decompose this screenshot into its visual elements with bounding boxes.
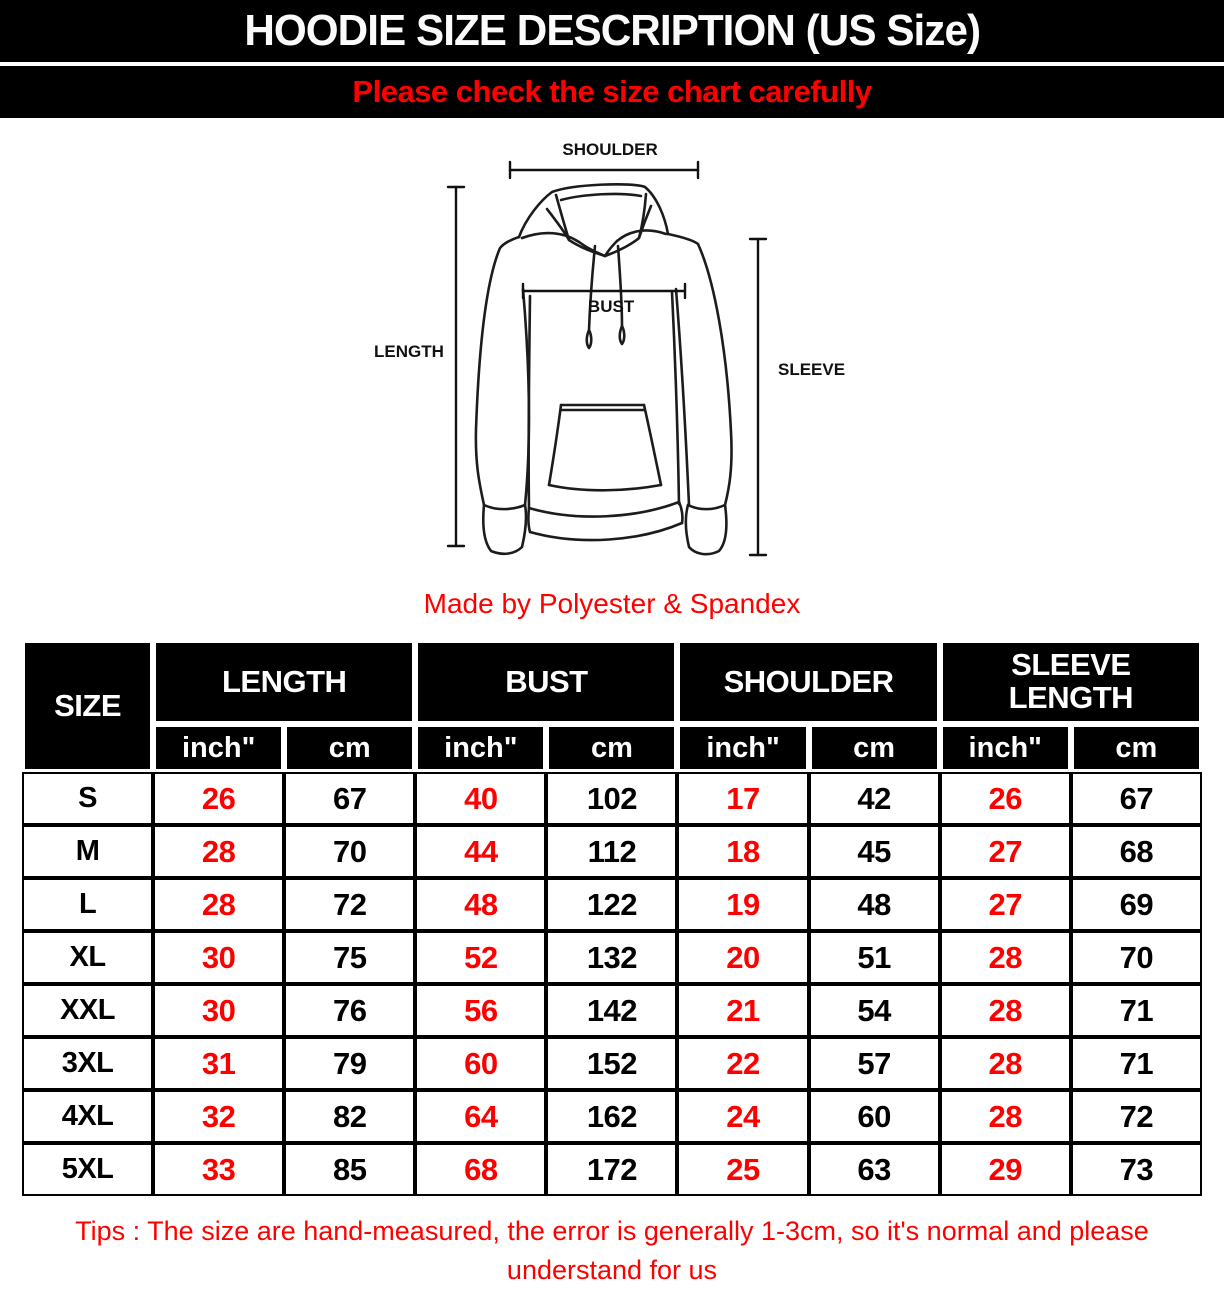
bust-inch-cell: 56: [415, 984, 546, 1037]
sleeve-inch-cell: 27: [940, 878, 1071, 931]
bust-inch-cell: 68: [415, 1143, 546, 1196]
length-cm-cell: 82: [284, 1090, 415, 1143]
bust-cm-cell: 132: [546, 931, 677, 984]
unit-header-cm: cm: [1071, 724, 1202, 772]
shoulder-inch-cell: 20: [677, 931, 808, 984]
sleeve-inch-cell: 28: [940, 984, 1071, 1037]
unit-header-cm: cm: [809, 724, 940, 772]
shoulder-cm-cell: 54: [809, 984, 940, 1037]
sleeve-cm-cell: 69: [1071, 878, 1202, 931]
title-banner: [0, 0, 1224, 62]
shoulder-inch-cell: 17: [677, 772, 808, 825]
column-header-sleeve-length: SLEEVE LENGTH: [940, 640, 1202, 724]
size-chart-table: [22, 640, 1202, 1196]
bust-inch-cell: 44: [415, 825, 546, 878]
sleeve-inch-cell: 26: [940, 772, 1071, 825]
table-row-m: [22, 825, 1202, 878]
shoulder-cm-cell: 63: [809, 1143, 940, 1196]
bust-cm-cell: 112: [546, 825, 677, 878]
hoodie-outline: [476, 184, 732, 554]
sleeve-inch-cell: 27: [940, 825, 1071, 878]
length-inch-cell: 30: [153, 931, 284, 984]
sleeve-cm-cell: 72: [1071, 1090, 1202, 1143]
material-caption: Made by Polyester & Spandex: [423, 588, 801, 619]
sleeve-cm-cell: 73: [1071, 1143, 1202, 1196]
bust-inch-cell: 40: [415, 772, 546, 825]
unit-header-inch: inch": [940, 724, 1071, 772]
subtitle-banner: [0, 66, 1224, 118]
sleeve-inch-cell: 29: [940, 1143, 1071, 1196]
unit-header-cm: cm: [546, 724, 677, 772]
bust-label: BUST: [587, 297, 635, 316]
shoulder-inch-cell: 18: [677, 825, 808, 878]
bust-inch-cell: 52: [415, 931, 546, 984]
shoulder-inch-cell: 24: [677, 1090, 808, 1143]
measurement-lines: [448, 162, 766, 555]
length-label: LENGTH: [374, 342, 444, 361]
bust-cm-cell: 152: [546, 1037, 677, 1090]
size-cell: S: [22, 772, 153, 825]
bust-cm-cell: 142: [546, 984, 677, 1037]
length-inch-cell: 31: [153, 1037, 284, 1090]
length-cm-cell: 75: [284, 931, 415, 984]
sleeve-inch-cell: 28: [940, 931, 1071, 984]
hoodie-measurement-diagram: [352, 134, 872, 576]
size-cell: 4XL: [22, 1090, 153, 1143]
table-row-l: [22, 878, 1202, 931]
shoulder-cm-cell: 48: [809, 878, 940, 931]
shoulder-cm-cell: 51: [809, 931, 940, 984]
sleeve-cm-cell: 71: [1071, 984, 1202, 1037]
length-cm-cell: 70: [284, 825, 415, 878]
size-cell: 5XL: [22, 1143, 153, 1196]
sleeve-cm-cell: 67: [1071, 772, 1202, 825]
table-row-4xl: [22, 1090, 1202, 1143]
length-inch-cell: 28: [153, 825, 284, 878]
column-header-bust: BUST: [415, 640, 677, 724]
sleeve-inch-cell: 28: [940, 1090, 1071, 1143]
length-cm-cell: 72: [284, 878, 415, 931]
size-cell: XXL: [22, 984, 153, 1037]
sleeve-cm-cell: 71: [1071, 1037, 1202, 1090]
shoulder-inch-cell: 19: [677, 878, 808, 931]
bust-cm-cell: 172: [546, 1143, 677, 1196]
table-row-5xl: [22, 1143, 1202, 1196]
shoulder-label: SHOULDER: [562, 140, 658, 159]
shoulder-cm-cell: 45: [809, 825, 940, 878]
unit-header-inch: inch": [677, 724, 808, 772]
shoulder-inch-cell: 25: [677, 1143, 808, 1196]
bust-inch-cell: 60: [415, 1037, 546, 1090]
shoulder-inch-cell: 21: [677, 984, 808, 1037]
bust-inch-cell: 48: [415, 878, 546, 931]
shoulder-cm-cell: 42: [809, 772, 940, 825]
length-cm-cell: 85: [284, 1143, 415, 1196]
bust-cm-cell: 102: [546, 772, 677, 825]
page-title: HOODIE SIZE DESCRIPTION (US Size): [244, 6, 980, 55]
shoulder-inch-cell: 22: [677, 1037, 808, 1090]
length-cm-cell: 67: [284, 772, 415, 825]
group-header-row: [22, 640, 1202, 724]
table-row-3xl: [22, 1037, 1202, 1090]
bust-cm-cell: 122: [546, 878, 677, 931]
table-row-s: [22, 772, 1202, 825]
sleeve-cm-cell: 70: [1071, 931, 1202, 984]
tips-text: Tips : The size are hand-measured, the error is generally 1-3cm, so it's normal and please understand for us: [75, 1216, 1149, 1286]
unit-header-row: [22, 724, 1202, 772]
column-header-length: LENGTH: [153, 640, 415, 724]
length-cm-cell: 79: [284, 1037, 415, 1090]
length-inch-cell: 32: [153, 1090, 284, 1143]
table-row-xl: [22, 931, 1202, 984]
length-inch-cell: 30: [153, 984, 284, 1037]
length-inch-cell: 28: [153, 878, 284, 931]
size-cell: XL: [22, 931, 153, 984]
bust-cm-cell: 162: [546, 1090, 677, 1143]
column-header-shoulder: SHOULDER: [677, 640, 939, 724]
table-row-xxl: [22, 984, 1202, 1037]
size-cell: L: [22, 878, 153, 931]
sleeve-inch-cell: 28: [940, 1037, 1071, 1090]
unit-header-inch: inch": [415, 724, 546, 772]
unit-header-cm: cm: [284, 724, 415, 772]
unit-header-inch: inch": [153, 724, 284, 772]
shoulder-cm-cell: 57: [809, 1037, 940, 1090]
length-inch-cell: 33: [153, 1143, 284, 1196]
sleeve-label: SLEEVE: [778, 360, 846, 379]
size-cell: M: [22, 825, 153, 878]
length-cm-cell: 76: [284, 984, 415, 1037]
length-inch-cell: 26: [153, 772, 284, 825]
size-cell: 3XL: [22, 1037, 153, 1090]
shoulder-cm-cell: 60: [809, 1090, 940, 1143]
sleeve-cm-cell: 68: [1071, 825, 1202, 878]
bust-inch-cell: 64: [415, 1090, 546, 1143]
page-subtitle: Please check the size chart carefully: [352, 74, 872, 109]
column-header-size: SIZE: [22, 640, 153, 772]
